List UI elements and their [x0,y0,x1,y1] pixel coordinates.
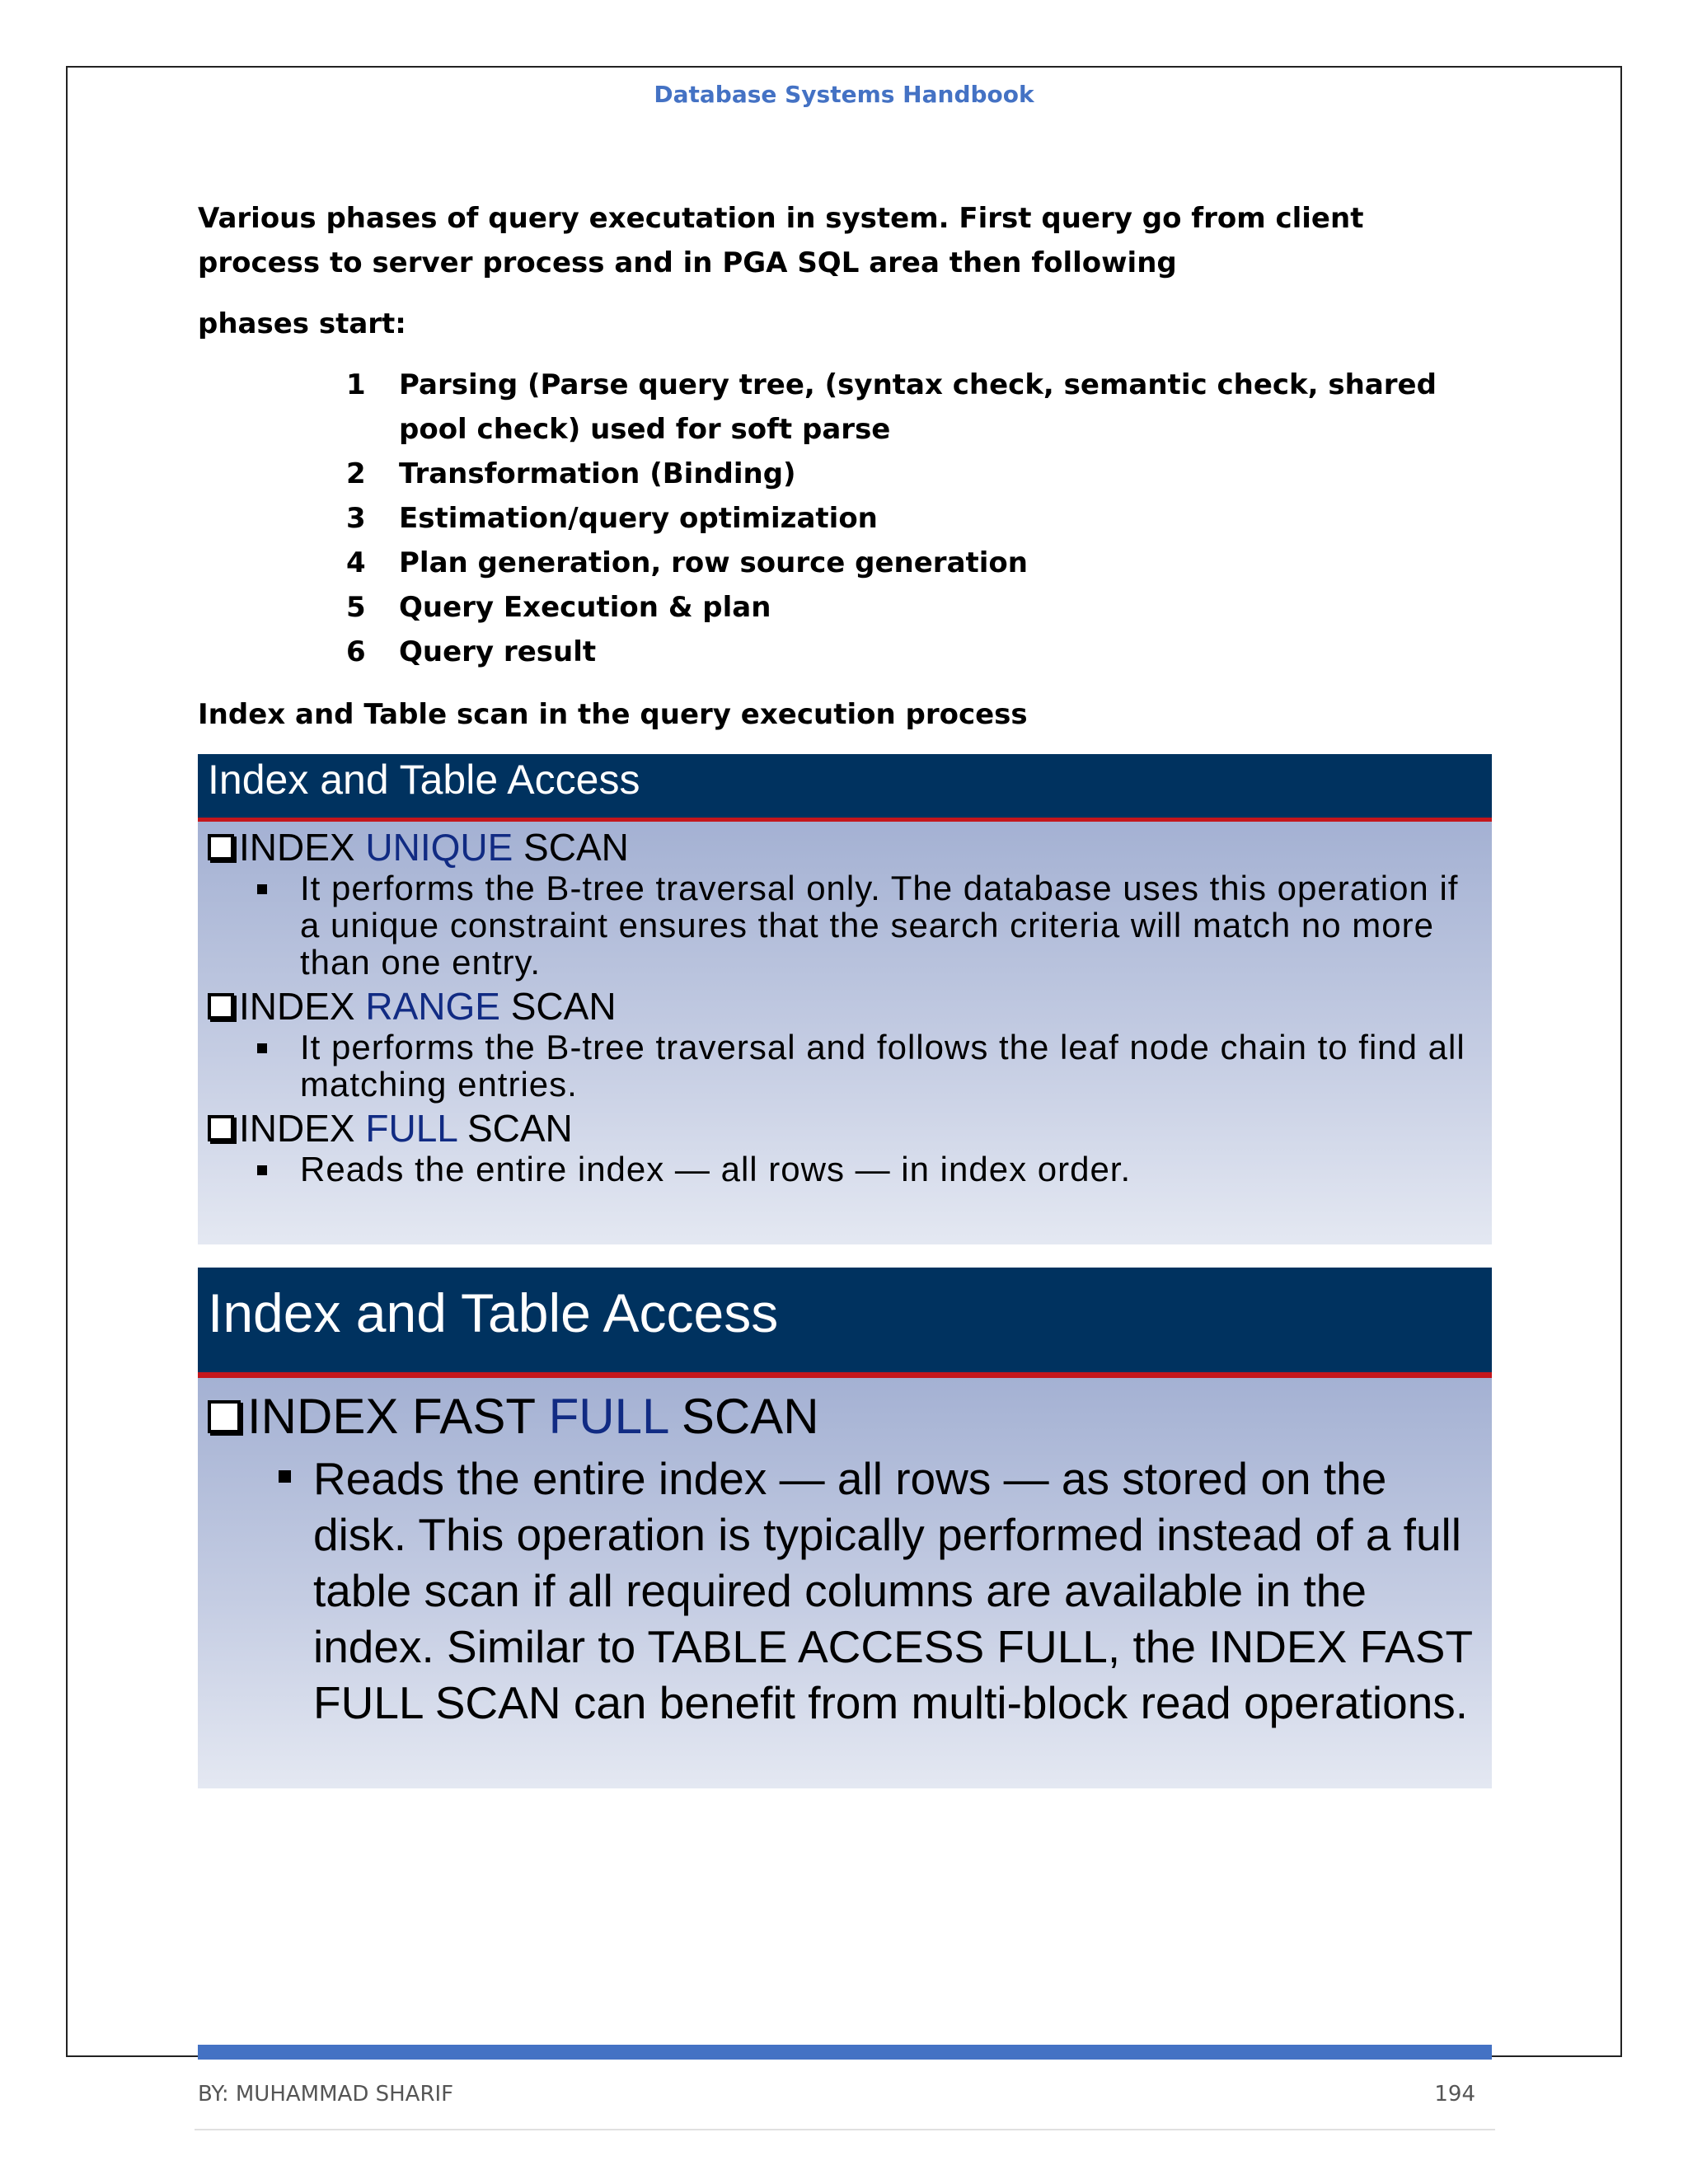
list-item [330,496,1467,541]
list-text: Estimation/query optimization [399,502,878,535]
bullet-item [208,1151,1492,1188]
list-number: 2 [346,457,366,490]
slide-title-bar [198,754,1492,818]
list-text: Transformation (Binding) [399,457,796,490]
slide-image-index-fast-full-scan [198,1268,1492,1788]
bullet-item [208,869,1492,981]
bullet-item [208,1029,1492,1103]
page-bottom-divider [195,2129,1495,2130]
bullet-item [208,1451,1492,1731]
bullet-text: Reads the entire index — all rows — in index order. [300,1150,1132,1188]
list-text: Parsing (Parse query tree, (syntax check, semantic check, shared pool check) used for soft parse [399,368,1437,446]
slide-title: Index and Table Access [208,757,640,803]
scan-type-heading: INDEX FULL SCAN [208,1103,1492,1151]
list-number: 5 [346,591,366,624]
list-item [330,363,1467,452]
scan-type-heading: INDEX FAST FULL SCAN [208,1386,1492,1447]
slide-image-index-access [198,754,1492,1244]
slide-accent-line [198,1372,1492,1378]
slide-title-bar [198,1268,1492,1372]
list-number: 1 [346,368,366,401]
list-item [330,630,1467,674]
footer-rule [198,2045,1492,2060]
checkbox-bullet-icon [208,993,234,1019]
square-bullet-icon [208,1451,313,1731]
footer-author: BY: MUHAMMAD SHARIF [198,2082,454,2107]
intro-continuation: phases start: [198,307,406,340]
list-item [330,585,1467,630]
scan-type-heading: INDEX RANGE SCAN [208,981,1492,1029]
slide-body [198,822,1492,1244]
list-number: 6 [346,635,366,668]
square-bullet-icon [208,869,300,981]
list-number: 3 [346,502,366,535]
list-text: Query result [399,635,597,668]
page-number: 194 [1434,2082,1475,2107]
checkbox-bullet-icon [208,1115,234,1141]
checkbox-bullet-icon [208,1400,241,1433]
list-text: Plan generation, row source generation [399,546,1028,579]
list-number: 4 [346,546,366,579]
slide-body [198,1378,1492,1788]
phase-list [330,363,1467,674]
intro-paragraph: Various phases of query executation in system. First query go from client process to server process and in PGA SQL area then following [198,202,1364,279]
square-bullet-icon [208,1151,300,1188]
square-bullet-icon [208,1029,300,1103]
checkbox-bullet-icon [208,834,234,860]
list-item [330,541,1467,585]
bullet-text: Reads the entire index — all rows — as stored on the disk. This operation is typically performed instead of a full table scan if all required columns are available in the index. Similar to TABLE ACCESS FULL, the INDEX FAST FULL SCAN can benefit from multi-block read operations. [313,1453,1473,1728]
bullet-text: It performs the B-tree traversal and follows the leaf node chain to find all matching entries. [300,1028,1465,1104]
running-header: Database Systems Handbook [654,81,1034,108]
section-heading: Index and Table scan in the query execution process [198,698,1028,731]
list-item [330,452,1467,496]
slide-title: Index and Table Access [208,1282,779,1343]
scan-type-heading: INDEX UNIQUE SCAN [208,822,1492,869]
bullet-text: It performs the B-tree traversal only. The database uses this operation if a unique constraint ensures that the search criteria will match no more than one entry. [300,869,1459,982]
list-text: Query Execution & plan [399,591,771,624]
